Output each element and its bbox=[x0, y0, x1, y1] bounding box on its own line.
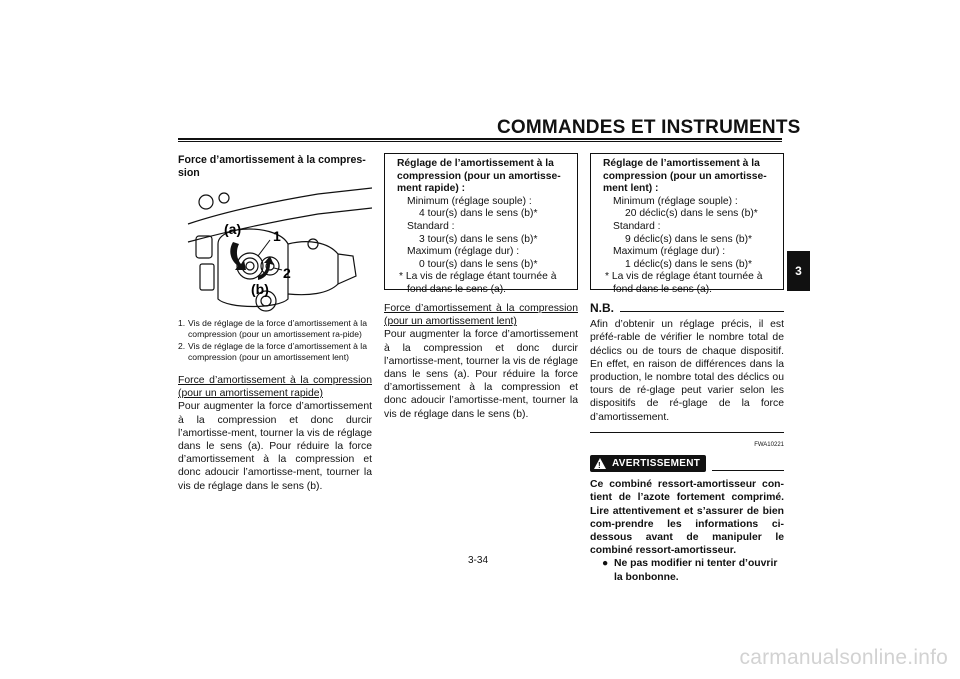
damper-figure bbox=[178, 184, 372, 312]
warning-code: FWA10221 bbox=[754, 441, 784, 448]
box-max-label: Maximum (réglage dur) : bbox=[613, 246, 726, 258]
nb-bottom-rule bbox=[590, 432, 784, 433]
column-3 bbox=[590, 153, 784, 584]
nb-text: Afin d’obtenir un réglage précis, il est préfé-rable de vérifier le nombre total de déclics ou de tours de chaque dispositif. En effet, en raison de différences dans la production, le nombre total des déclics ou tours de ré-glage peut varier selon les dispositifs de ré-glage de la force d’amortissement. bbox=[590, 319, 784, 423]
warning-label: AVERTISSEMENT bbox=[612, 458, 701, 470]
caption-2 bbox=[178, 341, 372, 362]
section-heading: Force d’amortissement à la compres- sion bbox=[178, 154, 366, 179]
page-number: 3-34 bbox=[468, 555, 489, 566]
nb-label: N.B. bbox=[590, 301, 614, 315]
column-2-text bbox=[384, 302, 578, 421]
caption-number: 1. bbox=[178, 318, 186, 328]
box-std-value: 3 tour(s) dans le sens (b)* bbox=[419, 233, 538, 245]
box-title: Réglage de l’amortissement à la compression (pour un amortisse-ment rapide) : bbox=[397, 158, 561, 195]
page-header-title: COMMANDES ET INSTRUMENTS bbox=[497, 117, 801, 138]
box-min-value: 4 tour(s) dans le sens (b)* bbox=[419, 208, 538, 220]
box-title: Réglage de l’amortissement à la compression (pour un amortisse-ment lent) : bbox=[603, 158, 767, 195]
box-max-label: Maximum (réglage dur) : bbox=[407, 246, 520, 258]
box-std-value: 9 déclic(s) dans le sens (b)* bbox=[625, 233, 753, 245]
sub-heading-fast: Force d’amortissement à la compression (pour un amortissement rapide) bbox=[178, 375, 372, 400]
box-max-value: 1 déclic(s) dans le sens (b)* bbox=[625, 258, 753, 270]
settings-box-fast bbox=[384, 153, 578, 295]
box-std-label: Standard : bbox=[613, 220, 661, 232]
header-rule bbox=[178, 138, 782, 140]
figure-label-a: (a) bbox=[224, 221, 242, 237]
warning-bullet-item bbox=[590, 557, 784, 583]
figure-label-b: (b) bbox=[251, 281, 269, 297]
chapter-tab: 3 bbox=[787, 251, 810, 291]
figure-captions bbox=[178, 318, 372, 362]
caption-1 bbox=[178, 318, 372, 339]
caption-text: Vis de réglage de la force d’amortissement à la compression (pour un amortissement lent) bbox=[188, 341, 367, 362]
bullet-icon: ● bbox=[602, 558, 609, 570]
watermark: carmanualsonline.info bbox=[739, 646, 948, 669]
box-min-label: Minimum (réglage souple) : bbox=[407, 195, 532, 207]
paragraph-fast: Pour augmenter la force d’amortissement à la compression et donc durcir l’amortisse-ment, tourner la vis de réglage dans le sens (a). Pour réduire la force d’amortissement à la compression et donc adoucir l’amortisse-ment, tourner la vis de réglage dans le sens (b). bbox=[178, 401, 372, 492]
warning-bullet-text: Ne pas modifier ni tenter d’ouvrir la bonbonne. bbox=[614, 558, 778, 583]
nb-section bbox=[590, 302, 784, 433]
box-note: * La vis de réglage étant tournée à fond dans le sens (a). bbox=[605, 271, 763, 295]
figure-label-1: 1 bbox=[273, 228, 281, 244]
warning-text: Ce combiné ressort-amortisseur con-tient de l’azote fortement comprimé. Lire attentivement et s’assurer de bien com-prendre les informations ci-dessous avant de manipuler le combiné ressort-amortisseur. bbox=[590, 479, 784, 557]
box-std-label: Standard : bbox=[407, 220, 455, 232]
arrow-a-icon bbox=[230, 242, 246, 270]
paragraph-slow: Pour augmenter la force d’amortissement à la compression et donc durcir l’amortisse-ment, tourner la vis de réglage dans le sens (a). Pour réduire la force d’amortissement à la compression et donc adoucir l’amortisse-ment, tourner la vis de réglage dans le sens (b). bbox=[384, 329, 578, 420]
nb-heading-row bbox=[590, 302, 784, 315]
column-1 bbox=[178, 154, 372, 493]
warning-heading-row bbox=[590, 455, 784, 472]
caption-text: Vis de réglage de la force d’amortissement à la compression (pour un amortissement ra-pide) bbox=[188, 318, 367, 339]
warning-triangle-icon: ! bbox=[594, 458, 606, 469]
warning-section bbox=[590, 439, 784, 584]
box-min-value: 20 déclic(s) dans le sens (b)* bbox=[625, 208, 758, 220]
box-note: * La vis de réglage étant tournée à fond dans le sens (a). bbox=[399, 271, 557, 295]
column-2 bbox=[384, 153, 578, 421]
settings-box-slow bbox=[590, 153, 784, 295]
nb-rule bbox=[620, 311, 784, 312]
sub-heading-slow: Force d’amortissement à la compression (pour un amortissement lent) bbox=[384, 303, 578, 328]
warning-badge bbox=[590, 455, 706, 472]
box-min-label: Minimum (réglage souple) : bbox=[613, 195, 738, 207]
figure-label-2: 2 bbox=[283, 265, 291, 281]
box-max-value: 0 tour(s) dans le sens (b)* bbox=[419, 258, 538, 270]
warning-rule bbox=[712, 470, 784, 471]
header-rule-thin bbox=[178, 141, 782, 142]
caption-number: 2. bbox=[178, 341, 186, 351]
